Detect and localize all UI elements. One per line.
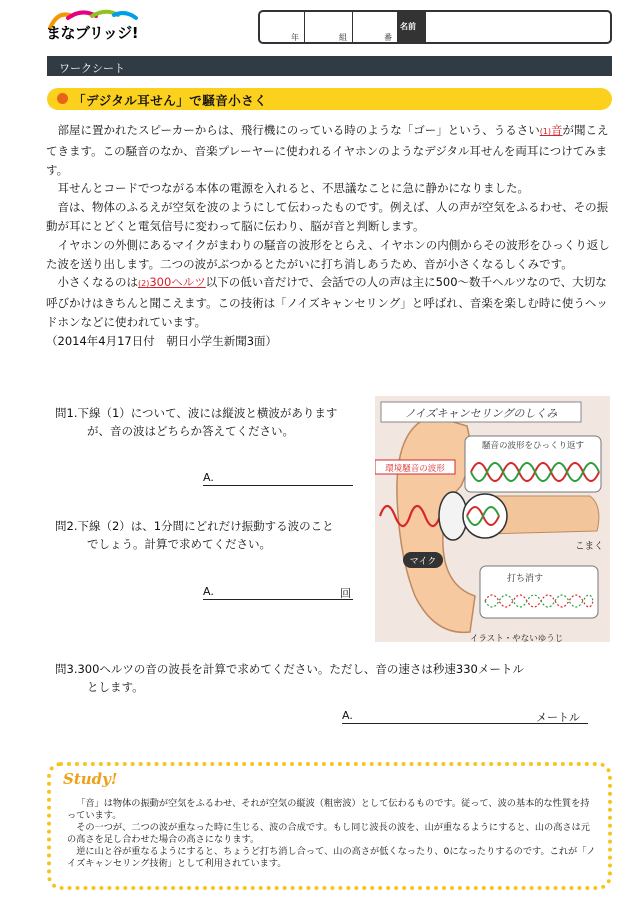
diagram-title: ノイズキャンセリングのしくみ: [404, 407, 558, 420]
answer-2-field[interactable]: A. 回: [203, 585, 351, 600]
label-cancel: 打ち消す: [506, 574, 544, 584]
underline-2: (2)300ヘルツ: [138, 275, 206, 290]
paragraph: イヤホンの外側にあるマイクがまわりの騒音の波形をとらえ、イヤホンの内側からその波形をひっくり返した波を送り出します。二つの波がぶつかるとたがいに打ち消しあうため、音が小さくなるしくみです。: [46, 237, 610, 271]
illustration-credit: イラスト・やないゆうじ: [470, 634, 564, 644]
question-3: 問3.300ヘルツの音の波長を計算で求めてください。ただし、音の速さは秒速330メートル とします。: [55, 662, 524, 694]
worksheet-header: ワークシート: [47, 56, 612, 76]
paragraph: 部屋に置かれたスピーカーからは、飛行機にのっている時のような「ゴー」という、うるさい(1)音が聞こえてきます。この騒音のなか、音楽プレーヤーに使われるイヤホンのようなデジタル耳せんを両耳につけてみます。: [46, 123, 609, 177]
source-citation: （2014年4月17日付 朝日小学生新聞3面）: [46, 333, 278, 348]
label-invert: 騒音の波形をひっくり返す: [481, 441, 585, 451]
bullet-icon: [57, 93, 68, 104]
site-logo[interactable]: まなブリッジ!: [46, 24, 139, 42]
name-label: 名前: [397, 12, 425, 42]
study-text: 「音」は物体の振動が空気をふるわせ、それが空気の縦波（粗密波）として伝わるものです。従って、波の基本的な性質を持っています。 その一つが、二つの波が重なった時に生じる、波の合成です。もし同じ波長の波を、山が重なるようにすると、山の高さは元の高さを足し合わせた場合の高さになります。 逆に山と谷が重なるようにすると、ちょうど打ち消し合って、山の高さが低くなったり、0になったりするのです。これが「ノイズキャンセリング技術」として利用されています。: [67, 798, 596, 869]
label-mic: マイク: [409, 557, 437, 567]
year-label: 年: [291, 33, 299, 42]
study-box: [47, 762, 612, 890]
article-title: 「デジタル耳せん」で騒音小さく: [73, 93, 268, 108]
question-2: 問2.下線（2）は、1分間にどれだけ振動する波のこと でしょう。計算で求めてください。: [55, 519, 334, 551]
number-label: 番: [384, 33, 392, 42]
paragraph: 耳せんとコードでつながる本体の電源を入れると、不思議なことに急に静かになりました。: [57, 181, 529, 196]
article-body: [46, 121, 612, 351]
class-label: 組: [339, 33, 347, 42]
answer-1-field[interactable]: A.: [203, 471, 353, 486]
answer-3-field[interactable]: A. メートル: [342, 709, 588, 724]
student-info-box: [258, 10, 612, 44]
study-title: Study!: [63, 770, 118, 788]
label-noise: 環境騒音の波形: [385, 464, 445, 474]
label-eardrum: こまく: [575, 541, 604, 552]
noise-cancelling-diagram: [375, 396, 610, 642]
question-1: 問1.下線（1）について、波には縦波と横波があります が、音の波はどちらか答えてください。: [55, 406, 338, 438]
unit-label: 回: [340, 587, 351, 600]
paragraph: 音は、物体のふるえが空気を波のようにして伝わったものです。例えば、人の声が空気をふるわせ、その振動が耳にとどくと電気信号に変わって脳に伝わり、脳が音と判断します。: [46, 200, 609, 233]
unit-label: メートル: [536, 711, 580, 724]
underline-1: (1)音: [539, 123, 563, 137]
article-title-bar: [47, 88, 612, 110]
paragraph: 小さくなるのは(2)300ヘルツ以下の低い音だけで、会話での人の声は主に500～数千ヘルツなので、大切な呼びかけはきちんと聞こえます。この技術は「ノイズキャンセリング」と呼ばれ、音楽を楽しむ時に使うヘッドホンなどに使われています。: [46, 275, 608, 329]
